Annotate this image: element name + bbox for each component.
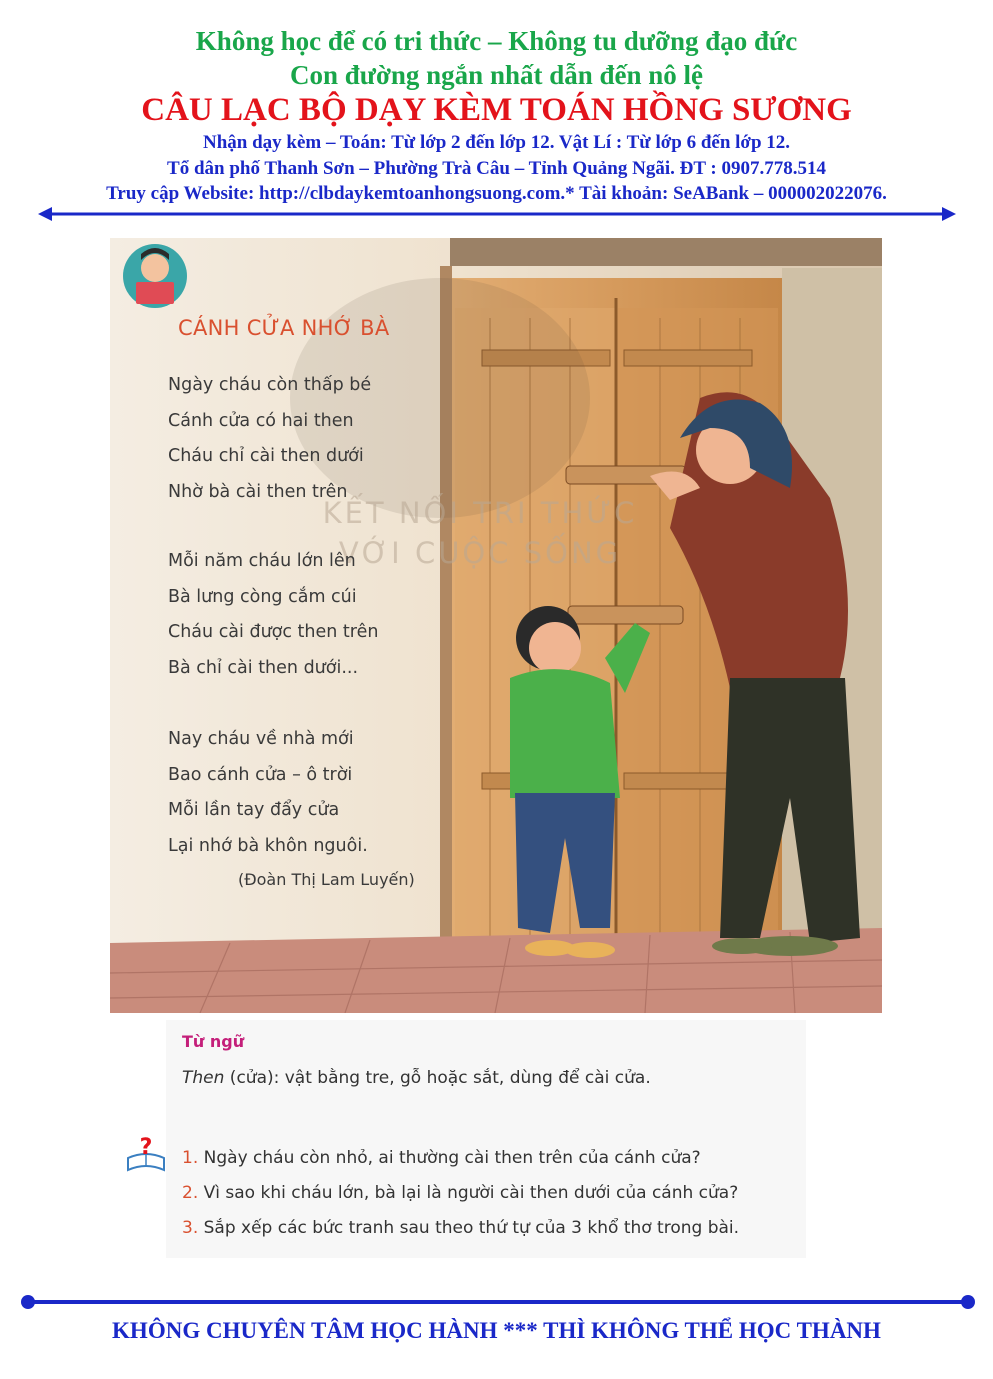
poem-line: Cháu chỉ cài then dưới xyxy=(168,446,364,466)
question-1 xyxy=(182,1148,701,1168)
question-number: 3. xyxy=(182,1218,199,1238)
poem-line: Cánh cửa có hai then xyxy=(168,410,354,431)
poem-line: Nhờ bà cài then trên xyxy=(168,481,348,502)
poem-stanza-2 xyxy=(168,544,378,686)
footer-divider xyxy=(20,1291,976,1313)
footer-slogan: KHÔNG CHUYÊN TÂM HỌC HÀNH *** THÌ KHÔNG THỂ HỌC THÀNH xyxy=(112,1318,881,1343)
question-2 xyxy=(182,1183,738,1203)
vocab-definition xyxy=(182,1068,651,1088)
poem-line: Mỗi năm cháu lớn lên xyxy=(168,551,356,571)
question-number: 2. xyxy=(182,1183,199,1203)
poem-line: Nay cháu về nhà mới xyxy=(168,729,354,749)
info-line-3: Truy cập Website: http://clbdaykemtoanhongsuong.com.* Tài khoản: SeABank – 000002022076. xyxy=(106,183,887,204)
vocab-definition-text: (cửa): vật bằng tre, gỗ hoặc sắt, dùng để cài cửa. xyxy=(224,1068,651,1088)
poem-author: (Đoàn Thị Lam Luyến) xyxy=(238,870,415,889)
watermark-line-1: KẾT NỐI TRI THỨC xyxy=(322,496,638,530)
question-text: Sắp xếp các bức tranh sau theo thứ tự của 3 khổ thơ trong bài. xyxy=(198,1218,740,1238)
info-line-2: Tổ dân phố Thanh Sơn – Phường Trà Câu – Tỉnh Quảng Ngãi. ĐT : 0907.778.514 xyxy=(167,158,826,179)
poem-title: CÁNH CỬA NHỚ BÀ xyxy=(178,316,390,340)
poem-line: Lại nhớ bà khôn nguôi. xyxy=(168,835,368,856)
info-line-1: Nhận dạy kèm – Toán: Từ lớp 2 đến lớp 12. Vật Lí : Từ lớp 6 đến lớp 12. xyxy=(202,132,791,153)
club-name: CÂU LẠC BỘ DẠY KÈM TOÁN HỒNG SƯƠNG xyxy=(141,92,852,128)
question-book-icon xyxy=(124,1132,168,1176)
question-text: Vì sao khi cháu lớn, bà lại là người cài then dưới của cánh cửa? xyxy=(198,1183,739,1203)
poem-line: Mỗi lần tay đẩy cửa xyxy=(168,800,340,820)
header-double-arrow-divider xyxy=(38,204,956,224)
question-3 xyxy=(182,1218,739,1238)
poem-illustration xyxy=(110,238,882,1013)
motto-line-1: Không học để có tri thức – Không tu dưỡng đạo đức xyxy=(195,26,798,56)
poem-line: Bà lưng còng cắm cúi xyxy=(168,586,357,607)
poem-stanza-1 xyxy=(168,368,371,510)
question-text: Ngày cháu còn nhỏ, ai thường cài then trên của cánh cửa? xyxy=(198,1148,701,1168)
vocab-heading: Từ ngữ xyxy=(182,1032,245,1051)
poem-line: Ngày cháu còn thấp bé xyxy=(168,375,372,395)
watermark-line-2: VỚI CUỘC SỐNG xyxy=(338,536,622,570)
motto-line-2: Con đường ngắn nhất dẫn đến nô lệ xyxy=(289,60,704,90)
vocab-term: Then xyxy=(182,1068,225,1088)
question-number: 1. xyxy=(182,1148,199,1168)
vocabulary-and-questions-panel xyxy=(139,1020,806,1258)
svg-text:?: ? xyxy=(139,1135,153,1160)
poem-line: Bao cánh cửa – ô trời xyxy=(168,764,353,785)
poem-line: Bà chỉ cài then dưới... xyxy=(168,657,359,678)
poem-line: Cháu cài được then trên xyxy=(168,622,379,642)
poem-stanza-3 xyxy=(168,722,368,864)
